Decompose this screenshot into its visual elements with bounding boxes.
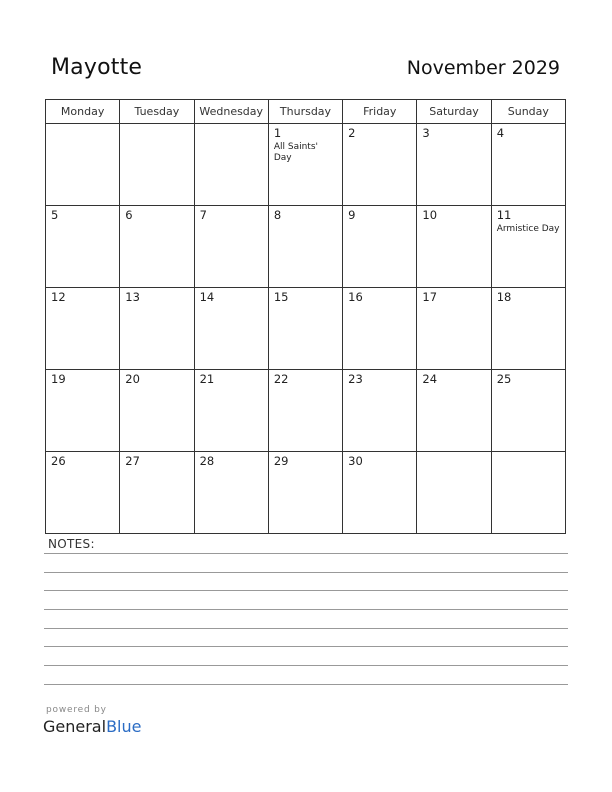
day-number: 1 <box>273 126 282 140</box>
weekday-header: Wednesday <box>194 100 268 124</box>
day-cell <box>417 288 491 370</box>
day-number: 9 <box>348 208 356 222</box>
note-line <box>44 609 568 610</box>
brand-part-general: General <box>43 717 107 736</box>
weekday-header: Thursday <box>268 100 342 124</box>
day-number: 20 <box>125 372 140 386</box>
day-number: 24 <box>422 372 438 386</box>
day-number: 12 <box>51 290 66 304</box>
day-cell <box>194 206 268 288</box>
day-number: 15 <box>273 290 289 304</box>
calendar-month-year: November 2029 <box>406 57 560 79</box>
day-cell <box>491 124 565 206</box>
day-cell <box>268 288 342 370</box>
note-line <box>44 646 568 647</box>
day-cell <box>46 288 120 370</box>
day-number: 8 <box>273 208 282 222</box>
weekday-header: Tuesday <box>120 100 194 124</box>
week-row <box>46 288 566 370</box>
day-cell <box>268 124 342 206</box>
week-row <box>46 124 566 206</box>
day-number: 14 <box>199 290 215 304</box>
weekday-header: Saturday <box>417 100 491 124</box>
day-cell <box>491 452 565 534</box>
day-cell <box>46 370 120 452</box>
day-number: 7 <box>199 208 207 222</box>
day-cell <box>491 288 565 370</box>
calendar-region-title: Mayotte <box>51 55 143 80</box>
day-number: 28 <box>199 454 215 468</box>
day-number: 3 <box>422 126 430 140</box>
day-cell <box>194 288 268 370</box>
day-number: 16 <box>348 290 363 304</box>
day-cell <box>46 206 120 288</box>
day-number: 27 <box>125 454 140 468</box>
day-cell <box>417 370 491 452</box>
day-cell <box>194 370 268 452</box>
day-number: 29 <box>273 454 289 468</box>
weekday-header: Friday <box>343 100 417 124</box>
day-number: 11 <box>496 208 512 222</box>
day-cell <box>120 124 194 206</box>
week-row <box>46 206 566 288</box>
note-line <box>44 590 568 591</box>
notes-label: NOTES: <box>48 537 95 551</box>
day-cell <box>120 288 194 370</box>
day-number: 2 <box>348 126 356 140</box>
holiday-label: Armistice Day <box>496 224 560 234</box>
weekday-header: Sunday <box>491 100 565 124</box>
brand-part-blue: Blue <box>106 717 142 736</box>
day-number: 22 <box>273 372 289 386</box>
day-number: 19 <box>51 372 66 386</box>
day-cell <box>417 452 491 534</box>
day-number: 6 <box>125 208 133 222</box>
day-cell <box>120 452 194 534</box>
day-cell <box>268 206 342 288</box>
weekday-header-row <box>46 100 566 124</box>
week-row <box>46 370 566 452</box>
day-cell <box>194 452 268 534</box>
day-number: 26 <box>51 454 66 468</box>
day-cell <box>120 206 194 288</box>
week-row <box>46 452 566 534</box>
day-cell <box>343 206 417 288</box>
day-cell <box>46 452 120 534</box>
day-number: 17 <box>422 290 438 304</box>
powered-by-text: powered by <box>46 705 107 715</box>
day-cell <box>491 206 565 288</box>
day-number: 23 <box>348 372 363 386</box>
day-cell <box>343 370 417 452</box>
calendar-grid <box>45 99 566 534</box>
day-cell <box>268 370 342 452</box>
note-line <box>44 684 568 685</box>
note-line <box>44 665 568 666</box>
day-cell <box>46 124 120 206</box>
note-line <box>44 572 568 573</box>
weekday-header: Monday <box>46 100 120 124</box>
day-number: 4 <box>496 126 505 140</box>
generalblue-logo <box>43 717 141 736</box>
day-cell <box>491 370 565 452</box>
note-line <box>44 553 568 554</box>
day-cell <box>417 206 491 288</box>
day-cell <box>417 124 491 206</box>
day-cell <box>194 124 268 206</box>
day-cell <box>120 370 194 452</box>
day-number: 5 <box>51 208 59 222</box>
day-cell <box>343 124 417 206</box>
day-number: 21 <box>199 372 215 386</box>
note-line <box>44 628 568 629</box>
day-cell <box>343 288 417 370</box>
holiday-label: All Saints' Day <box>273 142 318 163</box>
day-cell <box>268 452 342 534</box>
day-number: 13 <box>125 290 140 304</box>
day-number: 18 <box>496 290 512 304</box>
day-number: 10 <box>422 208 438 222</box>
day-cell <box>343 452 417 534</box>
day-number: 30 <box>348 454 363 468</box>
day-number: 25 <box>496 372 512 386</box>
